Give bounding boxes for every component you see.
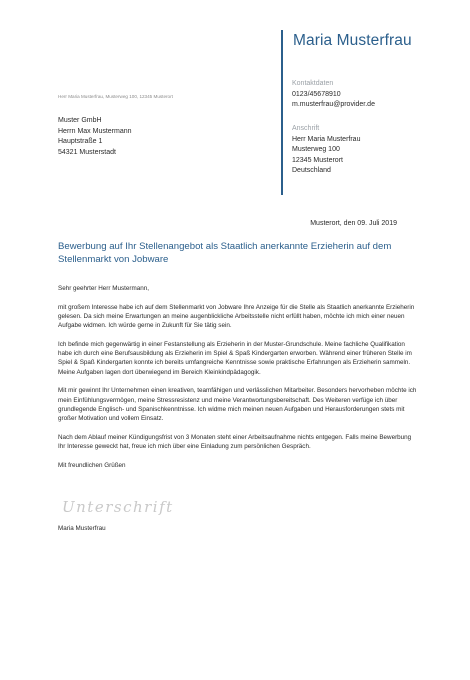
signature-placeholder: Unterschrift: [62, 498, 174, 516]
address-line: Herr Maria Musterfrau: [292, 135, 361, 143]
recipient-line: 54321 Musterstadt: [58, 148, 116, 156]
address-block: [292, 124, 360, 177]
phone-number: 0123/45678910: [292, 90, 341, 98]
contact-label: Kontaktdaten: [292, 80, 334, 87]
body-paragraph: Ich befinde mich gegenwärtig in einer Festanstellung als Erzieherin in der Muster-Grundschule. Meine fachliche Qualifikation habe ich durch eine Berufsausbildung als Erzieherin im Spiel & Spaß Kindergarten erworben. Während einer früheren Stelle im Spiel & Spaß Kindergarten konnte ich bereits umfangreiche Kenntnisse sowie praktische Erfahrungen als Erzieherin sammeln. Meine Aufgaben lagen dort überwiegend im Bereich Kleinkindpädagogik.: [58, 341, 412, 376]
contact-block: [292, 79, 375, 111]
letter-date: Musterort, den 09. Juli 2019: [310, 220, 397, 227]
address-line: Musterweg 100: [292, 146, 340, 154]
letter-subject: Bewerbung auf Ihr Stellenangebot als Staatlich anerkannte Erzieherin auf dem Stellenmarkt von Jobware: [58, 241, 392, 266]
body-paragraph: mit großem Interesse habe ich auf dem Stellenmarkt von Jobware Ihre Anzeige für die Stelle als Staatlich anerkannte Erzieherin gelesen. Da sich meine Erwartungen an meine augenblickliche Arbeitsstelle nicht erfüllt haben, möchte ich mich einer neuen Aufgabe widmen. Ich würde gerne in Zukunft für Sie tätig sein.: [58, 303, 415, 330]
email-address: m.musterfrau@provider.de: [292, 101, 375, 109]
signer-name: Maria Musterfrau: [58, 525, 106, 532]
recipient-address: [58, 116, 132, 158]
address-line: Deutschland: [292, 167, 331, 175]
sender-return-line: Herr Maria Musterfrau, Musterweg 100, 12345 Musterort: [58, 94, 173, 99]
address-line: 12345 Musterort: [292, 156, 343, 164]
body-paragraph: Mit mir gewinnt Ihr Unternehmen einen kreativen, teamfähigen und verlässlichen Mitarbeiter. Besonders hervorheben möchte ich mein Einfühlungsvermögen, meine Stressresistenz und meine Verantwortungsbereitschaft. Des Weiteren verfüge ich über grundlegende Englisch- und Spanischkenntnisse. Ich widme mich meinen neuen Aufgaben und Herausforderungen stets mit großer Motivation und vollem Einsatz.: [58, 387, 417, 423]
body-paragraph: Nach dem Ablauf meiner Kündigungsfrist von 3 Monaten steht einer Arbeitsaufnahme nichts entgegen. Falls meine Bewerbung Ihr Interesse geweckt hat, freue ich mich über eine Einladung zum persönlichen Gespräch.: [58, 433, 412, 451]
letter-body: [58, 284, 418, 480]
recipient-line: Muster GmbH: [58, 117, 102, 124]
accent-rule: [281, 30, 283, 195]
address-label: Anschrift: [292, 125, 320, 132]
recipient-line: Hauptstraße 1: [58, 138, 103, 146]
salutation: Sehr geehrter Herr Mustermann,: [58, 285, 149, 292]
applicant-name: Maria Musterfrau: [293, 32, 412, 49]
recipient-line: Herrn Max Mustermann: [58, 127, 132, 135]
closing: Mit freundlichen Grüßen: [58, 461, 126, 469]
